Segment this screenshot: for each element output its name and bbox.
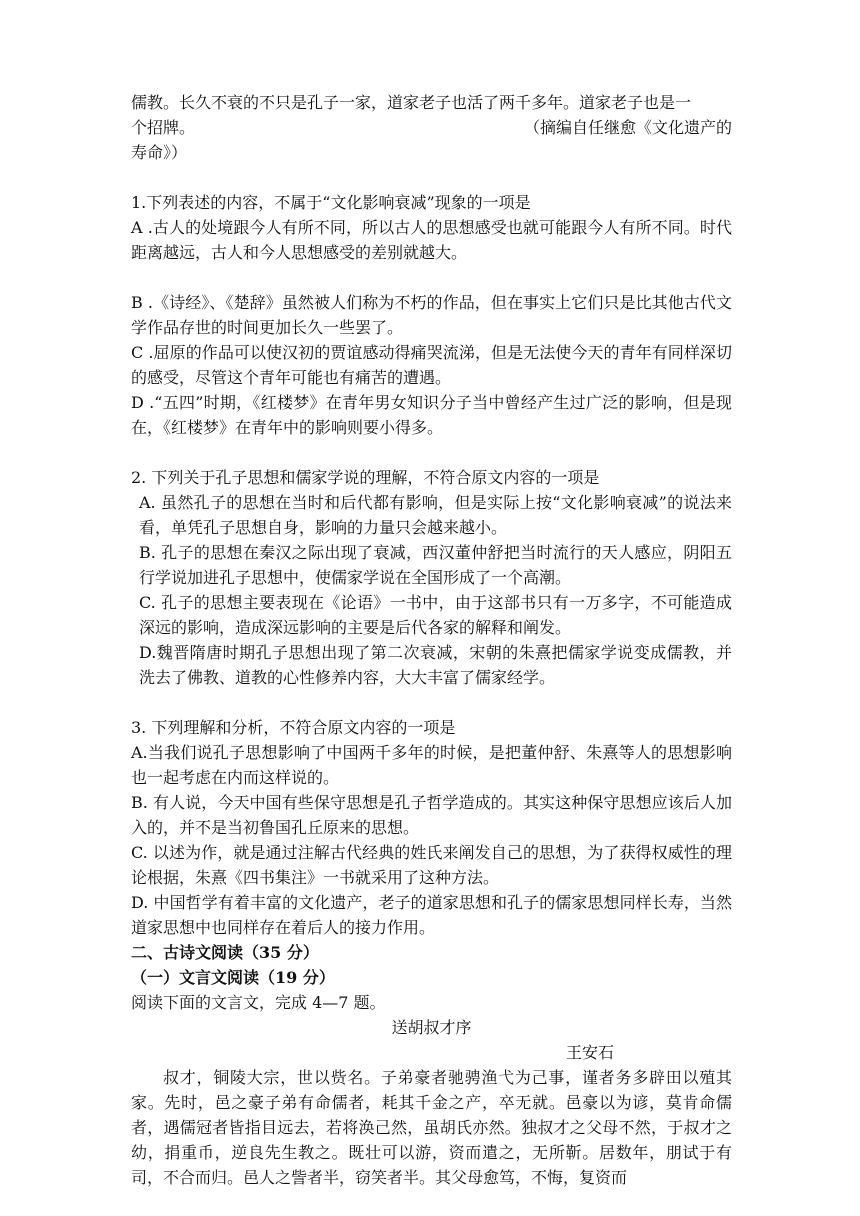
intro-line-2-left: 个招牌。: [131, 118, 196, 137]
question-2-option-c: C. 孔子的思想主要表现在《论语》一书中，由于这部书只有一万多字，不可能造成深远的影响，造成深远影响的主要是后代各家的解释和阐发。: [139, 593, 732, 637]
question-3-option-b: B. 有人说，今天中国有些保守思想是孔子哲学造成的。其实这种保守思想应该后人加入的，并不是当初鲁国孔丘原来的思想。: [131, 793, 732, 837]
question-1-option-d: D .“五四”时期，《红楼梦》在青年男女知识分子当中曾经产生过广泛的影响，但是现在，《红楼梦》在青年中的影响则要小得多。: [131, 393, 732, 437]
intro-line-3: 寿命》）: [131, 143, 188, 162]
question-1-option-c: C .屈原的作品可以使汉初的贾谊感动得痛哭流涕，但是无法使今天的青年有同样深切的感受，尽管这个青年可能也有痛苦的遭遇。: [131, 343, 732, 387]
question-3-option-c: C. 以述为作，就是通过注解古代经典的姓氏来阐发自己的思想，为了获得权威性的理论根据，朱熹《四书集注》一书就采用了这种方法。: [131, 843, 732, 887]
question-2-stem: 2. 下列关于孔子思想和儒家学说的理解，不符合原文内容的一项是: [131, 468, 600, 487]
question-2-option-a: A. 虽然孔子的思想在当时和后代都有影响，但是实际上按“文化影响衰减”的说法来看，单凭孔子思想自身，影响的力量只会越来越小。: [139, 493, 732, 537]
section-2-heading: 二、古诗文阅读（35 分）: [131, 943, 319, 962]
section-2-instruction: 阅读下面的文言文，完成 4—7 题。: [131, 993, 386, 1012]
question-1-stem: 1.下列表述的内容，不属于“文化影响衰减”现象的一项是: [131, 193, 531, 212]
question-3-stem: 3. 下列理解和分析，不符合原文内容的一项是: [131, 718, 456, 737]
passage-body: 叔才，铜陵大宗，世以赀名。子弟豪者驰骋渔弋为己事，谨者务多辟田以殖其家。先时，邑之豪子弟有命儒者，耗其千金之产，卒无就。邑豪以为谚，莫肯命儒者，遇儒冠者皆指目远去，若将涣己然，虽胡氏亦然。独叔才之父母不然，于叔才之幼，捐重币，逆良先生教之。既壮可以游，资而遣之，无所靳。居数年，朋试于有司，不合而归。邑人之訾者半，窃笑者半。其父母愈笃，不悔，复资而: [131, 1068, 732, 1187]
question-1-option-b: B .《诗经》、《楚辞》虽然被人们称为不朽的作品，但在事实上它们只是比其他古代文学作品存世的时间更加长久一些罢了。: [131, 293, 732, 337]
question-3-option-d: D. 中国哲学有着丰富的文化遗产，老子的道家思想和孔子的儒家思想同样长寿，当然道家思想中也同样存在着后人的接力作用。: [131, 893, 732, 937]
intro-source-line: [131, 115, 732, 140]
question-2-option-d: D.魏晋隋唐时期孔子思想出现了第二次衰减，宋朝的朱熹把儒家学说变成儒教，并洗去了佛教、道教的心性修养内容，大大丰富了儒家经学。: [139, 643, 732, 687]
source-citation: （摘编自任继愈《文化遗产的: [523, 118, 732, 137]
question-2-option-b: B. 孔子的思想在秦汉之际出现了衰减，西汉董仲舒把当时流行的天人感应，阴阳五行学说加进孔子思想中，使儒家学说在全国形成了一个高潮。: [139, 543, 732, 587]
question-3-option-a: A.当我们说孔子思想影响了中国两千多年的时候，是把董仲舒、朱熹等人的思想影响也一起考虑在内而这样说的。: [131, 743, 732, 787]
intro-line-1: 儒教。长久不衰的不只是孔子一家，道家老子也活了两千多年。道家老子也是一: [131, 93, 692, 112]
section-2-subheading: （一）文言文阅读（19 分）: [131, 968, 335, 987]
passage-title: 送胡叔才序: [391, 1018, 472, 1037]
passage-author: 王安石: [565, 1043, 614, 1062]
question-1-option-a: A .古人的处境跟今人有所不同，所以古人的思想感受也就可能跟今人有所不同。时代距离越远，古人和今人思想感受的差别就越大。: [131, 218, 732, 262]
